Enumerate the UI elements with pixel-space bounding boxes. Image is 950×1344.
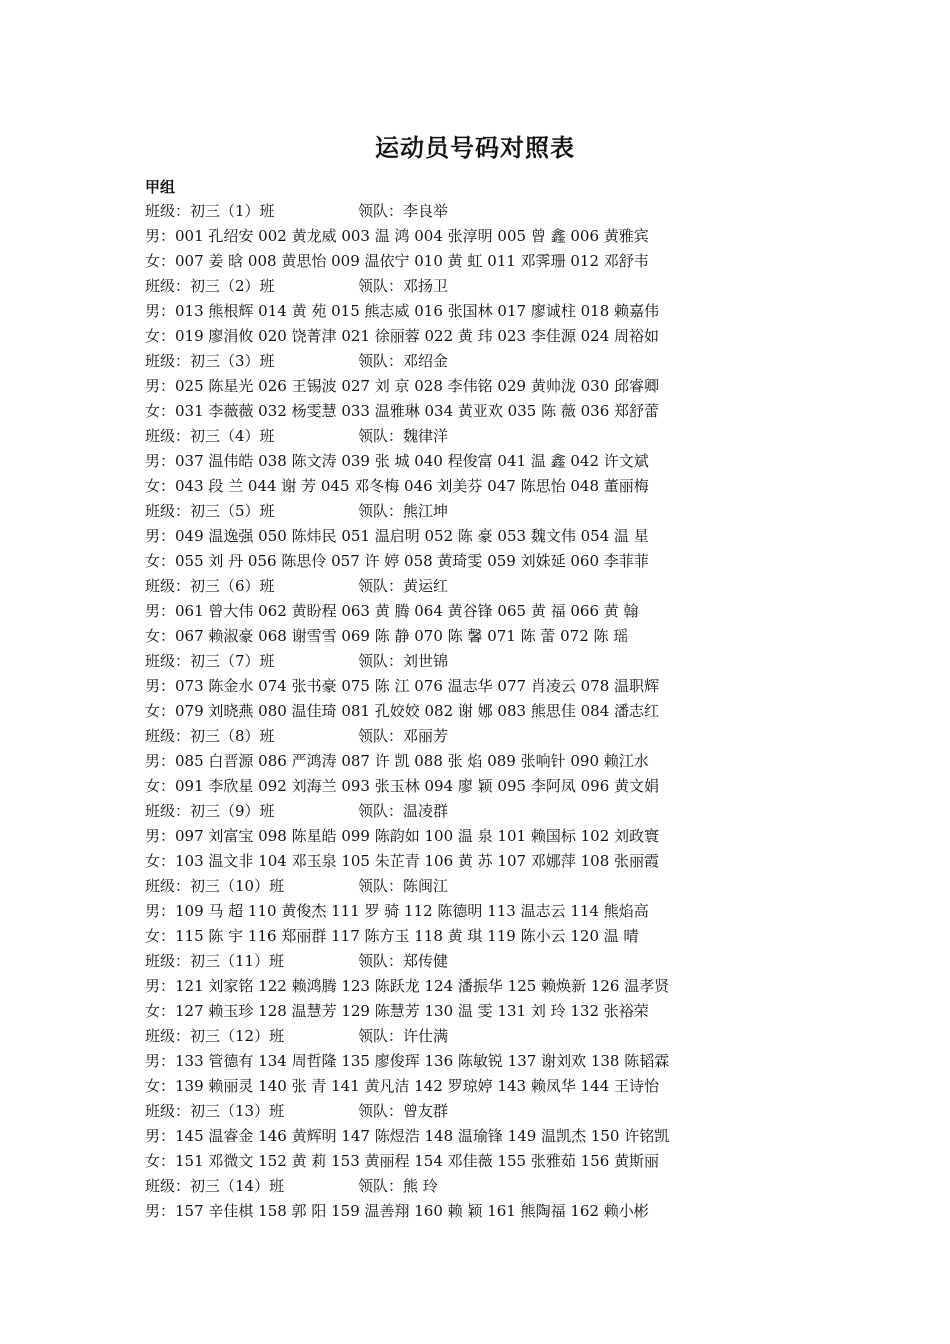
leader-label: 领队：熊江坤 — [358, 502, 449, 520]
class-label: 班级：初三（11）班 — [145, 952, 285, 970]
roster-list — [145, 199, 845, 1224]
class-label: 班级：初三（12）班 — [145, 1027, 285, 1045]
male-athletes-row: 男：157 辛佳棋 158 郭 阳 159 温善翔 160 赖 颖 161 熊陶福 162 赖小彬 — [145, 1202, 649, 1220]
class-row — [145, 649, 845, 674]
male-athletes-row: 男：133 管德有 134 周哲隆 135 廖俊珲 136 陈敏锐 137 谢刘欢 138 陈韬霖 — [145, 1052, 670, 1070]
male-athletes-row: 男：145 温睿金 146 黄辉明 147 陈煜浩 148 温瑜锋 149 温凯杰 150 许铭凯 — [145, 1127, 670, 1145]
class-label: 班级：初三（13）班 — [145, 1102, 285, 1120]
class-row — [145, 724, 845, 749]
female-athletes-row: 女：115 陈 宇 116 郑丽群 117 陈方玉 118 黄 琪 119 陈小云 120 温 晴 — [145, 927, 639, 945]
class-row — [145, 874, 845, 899]
class-label: 班级：初三（9）班 — [145, 802, 275, 820]
leader-label: 领队：邓绍金 — [358, 352, 449, 370]
class-row — [145, 274, 845, 299]
leader-label: 领队：曾友群 — [358, 1102, 449, 1120]
class-label: 班级：初三（3）班 — [145, 352, 275, 370]
class-label: 班级：初三（14）班 — [145, 1177, 285, 1195]
female-athletes-row: 女：031 李薇薇 032 杨雯慧 033 温雅琳 034 黄亚欢 035 陈 薇 036 郑舒蕾 — [145, 402, 660, 420]
group-heading: 甲组 — [145, 178, 176, 196]
class-row — [145, 349, 845, 374]
leader-label: 领队：许仕满 — [358, 1027, 449, 1045]
leader-label: 领队：邓丽芳 — [358, 727, 449, 745]
class-row — [145, 199, 845, 224]
male-athletes-row: 男：037 温伟皓 038 陈文涛 039 张 城 040 程俊富 041 温 鑫 042 许文斌 — [145, 452, 649, 470]
class-label: 班级：初三（10）班 — [145, 877, 285, 895]
female-athletes-row: 女：151 邓微文 152 黄 莉 153 黄丽程 154 邓佳薇 155 张雅茹 156 黄斯丽 — [145, 1152, 660, 1170]
male-athletes-row: 男：049 温逸强 050 陈炜民 051 温启明 052 陈 豪 053 魏文伟 054 温 星 — [145, 527, 649, 545]
leader-label: 领队：陈闽江 — [358, 877, 449, 895]
class-row — [145, 499, 845, 524]
female-athletes-row: 女：055 刘 丹 056 陈思伶 057 许 婷 058 黄琦雯 059 刘姝延 060 李菲菲 — [145, 552, 649, 570]
male-athletes-row: 男：097 刘富宝 098 陈星皓 099 陈韵如 100 温 泉 101 赖国标 102 刘政寰 — [145, 827, 660, 845]
leader-label: 领队：邓扬卫 — [358, 277, 449, 295]
male-athletes-row: 男：085 白晋源 086 严鸿涛 087 许 凯 088 张 焰 089 张响针 090 赖江水 — [145, 752, 649, 770]
male-athletes-row: 男：121 刘家铭 122 赖鸿腾 123 陈跃龙 124 潘振华 125 赖焕新 126 温孝贤 — [145, 977, 670, 995]
male-athletes-row: 男：001 孔绍安 002 黄龙威 003 温 鸿 004 张淳明 005 曾 鑫 006 黄雅宾 — [145, 227, 649, 245]
female-athletes-row: 女：043 段 兰 044 谢 芳 045 邓冬梅 046 刘美芬 047 陈思怡 048 董丽梅 — [145, 477, 649, 495]
class-row — [145, 574, 845, 599]
leader-label: 领队：郑传健 — [358, 952, 449, 970]
class-label: 班级：初三（4）班 — [145, 427, 275, 445]
male-athletes-row: 男：061 曾大伟 062 黄盼程 063 黄 腾 064 黄谷锋 065 黄 福 066 黄 翰 — [145, 602, 639, 620]
female-athletes-row: 女：127 赖玉珍 128 温慧芳 129 陈慧芳 130 温 雯 131 刘 玲 132 张裕荣 — [145, 1002, 649, 1020]
page-title: 运动员号码对照表 — [375, 134, 575, 162]
female-athletes-row: 女：139 赖丽灵 140 张 青 141 黄凡洁 142 罗琼婷 143 赖凤华 144 王诗怡 — [145, 1077, 660, 1095]
leader-label: 领队：刘世锦 — [358, 652, 449, 670]
leader-label: 领队：温凌群 — [358, 802, 449, 820]
male-athletes-row: 男：025 陈星光 026 王锡波 027 刘 京 028 李伟铭 029 黄帅泷 030 邱睿卿 — [145, 377, 660, 395]
class-row — [145, 1099, 845, 1124]
female-athletes-row: 女：067 赖淑豪 068 谢雪雪 069 陈 静 070 陈 馨 071 陈 蕾 072 陈 瑶 — [145, 627, 629, 645]
class-row — [145, 949, 845, 974]
leader-label: 领队：熊 玲 — [358, 1177, 438, 1195]
class-label: 班级：初三（7）班 — [145, 652, 275, 670]
leader-label: 领队：黄运红 — [358, 577, 449, 595]
female-athletes-row: 女：007 姜 晗 008 黄思怡 009 温依宁 010 黄 虹 011 邓霁珊 012 邓舒韦 — [145, 252, 649, 270]
female-athletes-row: 女：091 李欣星 092 刘海兰 093 张玉林 094 廖 颖 095 李阿凤 096 黄文娟 — [145, 777, 660, 795]
female-athletes-row: 女：103 温文非 104 邓玉泉 105 朱芷青 106 黄 苏 107 邓娜萍 108 张丽霞 — [145, 852, 660, 870]
leader-label: 领队：魏律洋 — [358, 427, 449, 445]
female-athletes-row: 女：079 刘晓燕 080 温佳琦 081 孔姣姣 082 谢 娜 083 熊思佳 084 潘志红 — [145, 702, 660, 720]
male-athletes-row: 男：013 熊根辉 014 黄 苑 015 熊志威 016 张国林 017 廖诚柱 018 赖嘉伟 — [145, 302, 660, 320]
class-label: 班级：初三（2）班 — [145, 277, 275, 295]
class-label: 班级：初三（6）班 — [145, 577, 275, 595]
class-row — [145, 1174, 845, 1199]
class-label: 班级：初三（1）班 — [145, 202, 275, 220]
class-row — [145, 799, 845, 824]
class-label: 班级：初三（8）班 — [145, 727, 275, 745]
leader-label: 领队：李良举 — [358, 202, 449, 220]
class-row — [145, 424, 845, 449]
male-athletes-row: 男：073 陈金水 074 张书豪 075 陈 江 076 温志华 077 肖凌云 078 温职辉 — [145, 677, 660, 695]
female-athletes-row: 女：019 廖涓攸 020 饶菁津 021 徐丽蓉 022 黄 玮 023 李佳源 024 周裕如 — [145, 327, 660, 345]
class-row — [145, 1024, 845, 1049]
male-athletes-row: 男：109 马 超 110 黄俊杰 111 罗 骑 112 陈德明 113 温志云 114 熊焰高 — [145, 902, 649, 920]
class-label: 班级：初三（5）班 — [145, 502, 275, 520]
